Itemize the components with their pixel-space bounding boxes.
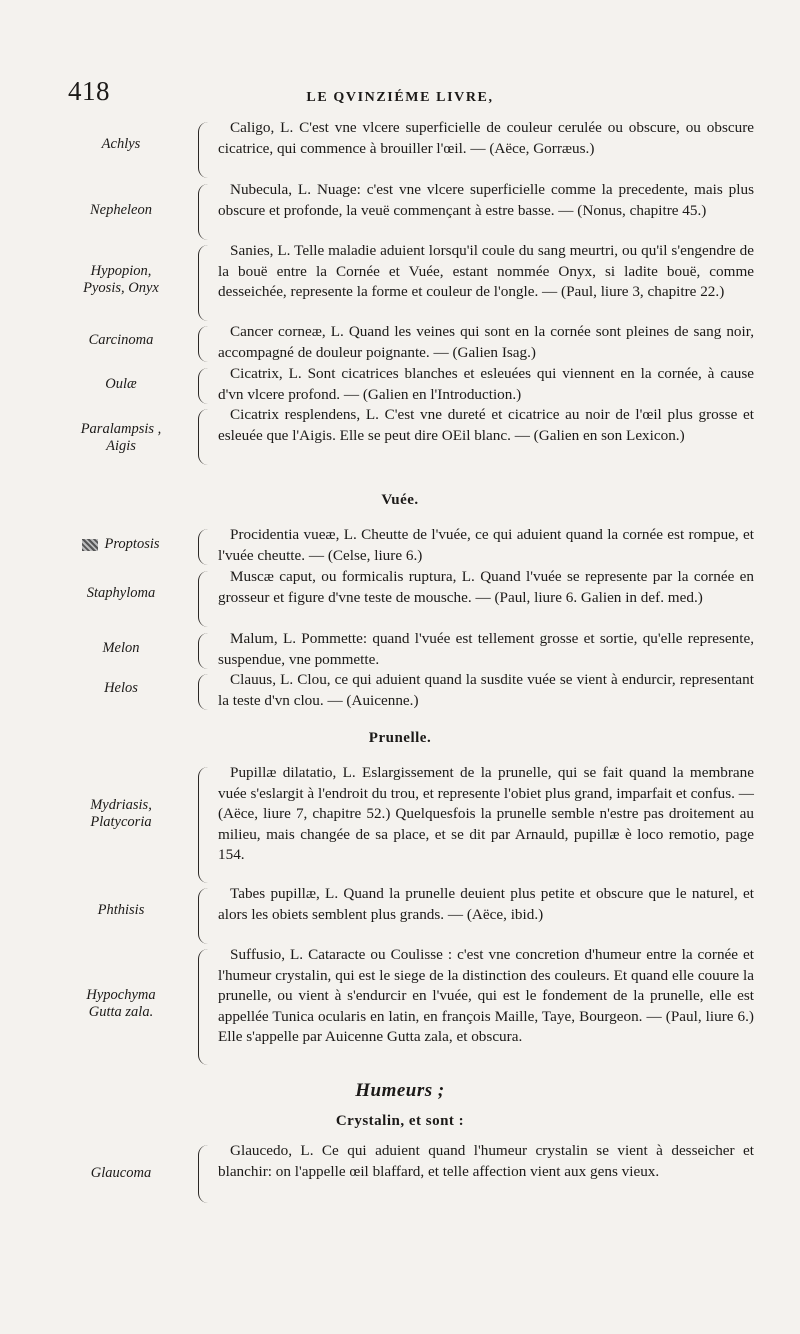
entry-text: Clauus, L. Clou, ce qui aduient quand la susdite vuée se vient à endurcir, representant la teste d'vn clou. — (Auicenne.) — [218, 671, 754, 709]
entry-text: Malum, L. Pommette: quand l'vuée est tellement grosse et sortie, qu'elle represente, suspendue, vne pommette. — [218, 630, 754, 668]
entry-term: Carcinoma — [88, 332, 154, 348]
brace — [198, 949, 211, 1065]
entry-term: Proptosis — [40, 536, 202, 553]
entry-term: Paralampsis , Aigis — [80, 421, 162, 454]
brace — [198, 122, 211, 178]
entry-term: Achlys — [101, 136, 141, 152]
entry-text: Tabes pupillæ, L. Quand la prunelle deuient plus petite et obscure que le naturel, et alors les obiets semblent plus grands. — (Aëce, ibid.) — [218, 885, 754, 923]
entry-text: Suffusio, L. Cataracte ou Coulisse : c'est vne concretion d'humeur entre la cornée et l'humeur crystalin, qui est le siege de la distinction des couleurs. Et quand elle couure la prunelle, ou vient à s'endurcir en l'vuée, qui est le fondement de la prunelle, elle est appellée Tunica ocularis en latin, en françois Maille, Taye, Bourgeon. — (Paul, liure 6.) Elle s'appelle par Auicenne Gutta zala, et obscura. — [218, 946, 754, 1046]
entry-term: Mydriasis, Platycoria — [90, 797, 152, 830]
entry-term: Glaucoma — [90, 1165, 152, 1181]
entry-term: Phthisis — [97, 902, 145, 918]
entry-text: Pupillæ dilatatio, L. Eslargissement de la prunelle, qui se fait quand la membrane vuée s'eslargit à l'endroit du trou, et represente l'obiet plus grand, imparfait et confus. — (Aëce, liure 7, chapitre 52.) Quelquesfois la prunelle semble n'estre pas droitement au milieu, mais changée de sa place, et se dit par Arnauld, pupillæ è loco remotio, page 154. — [218, 764, 754, 864]
brace — [198, 633, 211, 669]
brace — [198, 184, 211, 240]
section-title-humeurs: Humeurs ; — [355, 1080, 445, 1101]
brace — [198, 368, 211, 404]
library-stamp-icon — [82, 539, 98, 551]
brace — [198, 888, 211, 944]
brace — [198, 1145, 211, 1203]
entry-term: Staphyloma — [86, 585, 156, 601]
section-subtitle-crystalin: Crystalin, et sont : — [335, 1113, 465, 1129]
entry-text: Cancer corneæ, L. Quand les veines qui sont en la cornée sont pleines de sang noir, accompagné de douleur poignante. — (Galien Isag.) — [218, 323, 754, 361]
brace — [198, 571, 211, 627]
brace — [198, 409, 211, 465]
entry-text: Nubecula, L. Nuage: c'est vne vlcere superficielle comme la precedente, mais plus obscure et profonde, la veuë commençant à estre basse. — (Nonus, chapitre 45.) — [218, 181, 754, 219]
section-title-vuee: Vuée. — [381, 492, 419, 508]
entry-term: Helos — [104, 680, 138, 696]
entry-text: Glaucedo, L. Ce qui aduient quand l'humeur crystalin se vient à desseicher et blanchir: on l'appelle œil blaffard, et telle affection vient aux gens vieux. — [218, 1142, 754, 1180]
entry-term: Hypopion, Pyosis, Onyx — [83, 263, 159, 296]
brace — [198, 529, 211, 565]
running-header: LE QVINZIÉME LIVRE, — [306, 90, 494, 105]
brace — [198, 326, 211, 362]
page-number: 418 — [68, 76, 110, 106]
entry-text: Cicatrix, L. Sont cicatrices blanches et esleuées qui viennent en la cornée, à cause d'vn vlcere profond. — (Galien en l'Introduction.) — [218, 365, 754, 403]
section-title-prunelle: Prunelle. — [368, 730, 432, 746]
entry-term: Oulæ — [105, 376, 137, 392]
brace — [198, 245, 211, 321]
entry-text: Sanies, L. Telle maladie aduient lorsqu'il coule du sang meurtri, ou qu'il s'engendre de la bouë entre la Cornée et Vuée, estant nommée Onyx, si ladite bouë, comme desseichée, represente la forme et couleur de l'ongle. — (Paul, liure 3, chapitre 22.) — [218, 242, 754, 301]
entry-text: Procidentia vueæ, L. Cheutte de l'vuée, ce qui aduient quand la cornée est rompue, et l'vuée cheutte. — (Celse, liure 6.) — [218, 526, 754, 564]
entry-term: Hypochyma Gutta zala. — [86, 987, 156, 1020]
entry-text: Cicatrix resplendens, L. C'est vne dureté et cicatrice au noir de l'œil plus grosse et esleuée que l'Aigis. Elle se peut dire OEil blanc. — (Galien en son Lexicon.) — [218, 406, 754, 444]
entry-term: Nepheleon — [89, 202, 152, 218]
entry-term: Melon — [102, 640, 140, 656]
entry-text: Muscæ caput, ou formicalis ruptura, L. Quand l'vuée se represente par la cornée en grosseur et figure d'vne teste de mousche. — (Paul, liure 6. Galien in def. med.) — [218, 568, 754, 606]
entry-text: Caligo, L. C'est vne vlcere superficielle de couleur cerulée ou obscure, ou obscure cicatrice, qui commence à brouiller l'œil. — (Aëce, Gorræus.) — [218, 119, 754, 157]
brace — [198, 767, 211, 883]
brace — [198, 674, 211, 710]
